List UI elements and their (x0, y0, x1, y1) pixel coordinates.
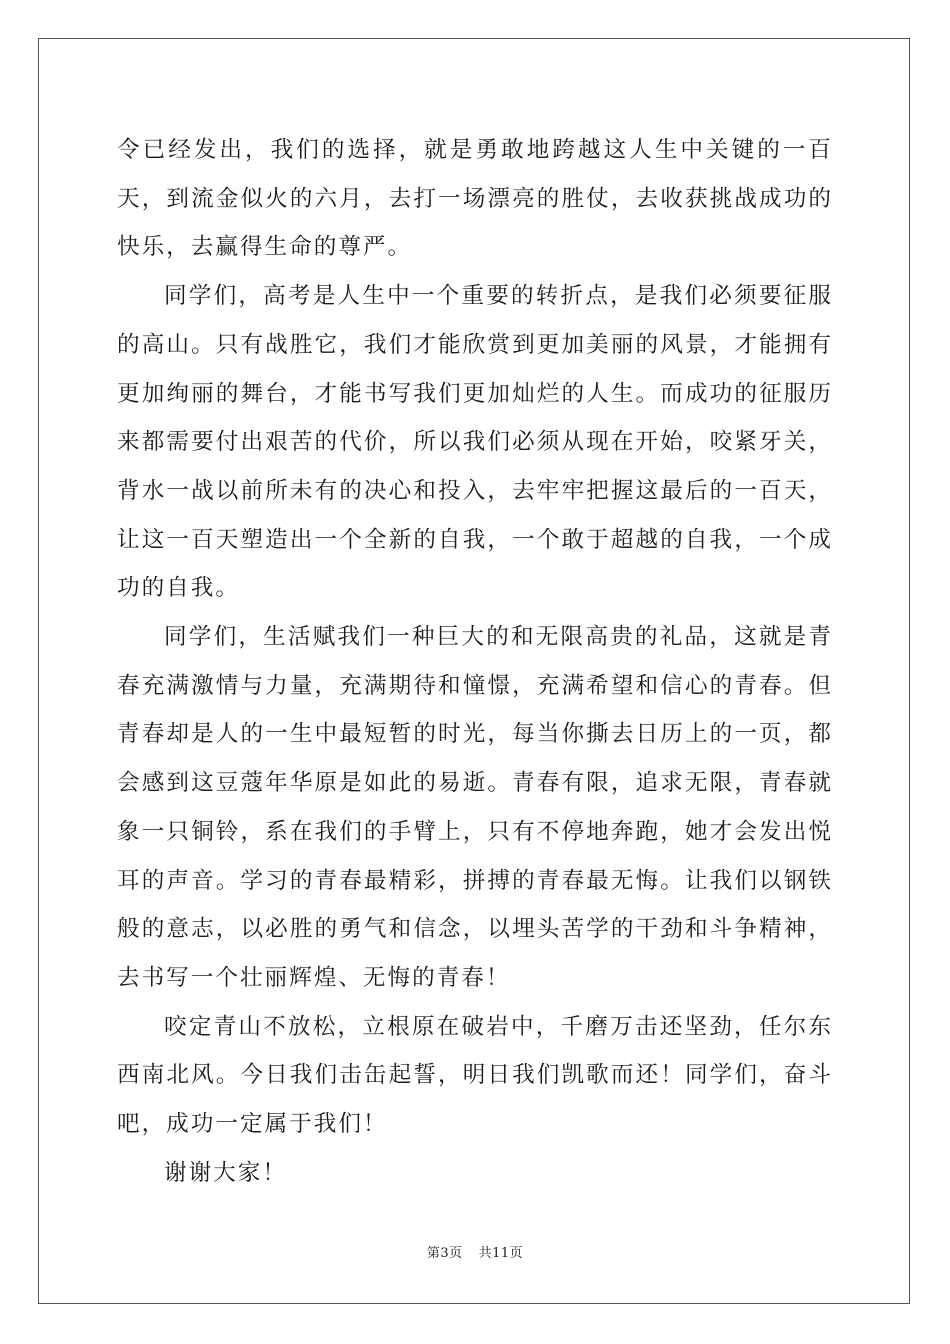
page-total: 共11页 (478, 1246, 524, 1261)
page-footer (0, 1244, 950, 1264)
paragraph-1: 令已经发出，我们的选择，就是勇敢地跨越这人生中关键的一百天，到流金似火的六月，去打一场漂亮的胜仗，去收获挑战成功的快乐，去赢得生命的尊严。 (117, 137, 833, 261)
document-body (117, 126, 833, 1197)
paragraph-5: 谢谢大家！ (164, 1159, 287, 1186)
paragraph-4: 咬定青山不放松，立根原在破岩中，千磨万击还坚劲，任尔东西南北风。今日我们击缶起誓，明日我们凯歌而还！同学们，奋斗吧，成功一定属于我们！ (117, 1013, 833, 1138)
paragraph-3: 同学们，生活赋我们一种巨大的和无限高贵的礼品，这就是青春充满激情与力量，充满期待和憧憬，充满希望和信心的青春。但青春却是人的一生中最短暂的时光，每当你撕去日历上的一页，都会感到这豆蔻年华原是如此的易逝。青春有限，追求无限，青春就象一只铜铃，系在我们的手臂上，只有不停地奔跑，她才会发出悦耳的声音。学习的青春最精彩，拼搏的青春最无悔。让我们以钢铁般的意志，以必胜的勇气和信念，以埋头苦学的干劲和斗争精神，去书写一个壮丽辉煌、无悔的青春！ (117, 624, 833, 991)
paragraph-2: 同学们，高考是人生中一个重要的转折点，是我们必须要征服的高山。只有战胜它，我们才能欣赏到更加美丽的风景，才能拥有更加绚丽的舞台，才能书写我们更加灿烂的人生。而成功的征服历来都需要付出艰苦的代价，所以我们必须从现在开始，咬紧牙关，背水一战以前所未有的决心和投入，去牢牢把握这最后的一百天，让这一百天塑造出一个全新的自我，一个敢于超越的自我，一个成功的自我。 (117, 283, 833, 602)
page-number: 第3页 (426, 1246, 463, 1261)
